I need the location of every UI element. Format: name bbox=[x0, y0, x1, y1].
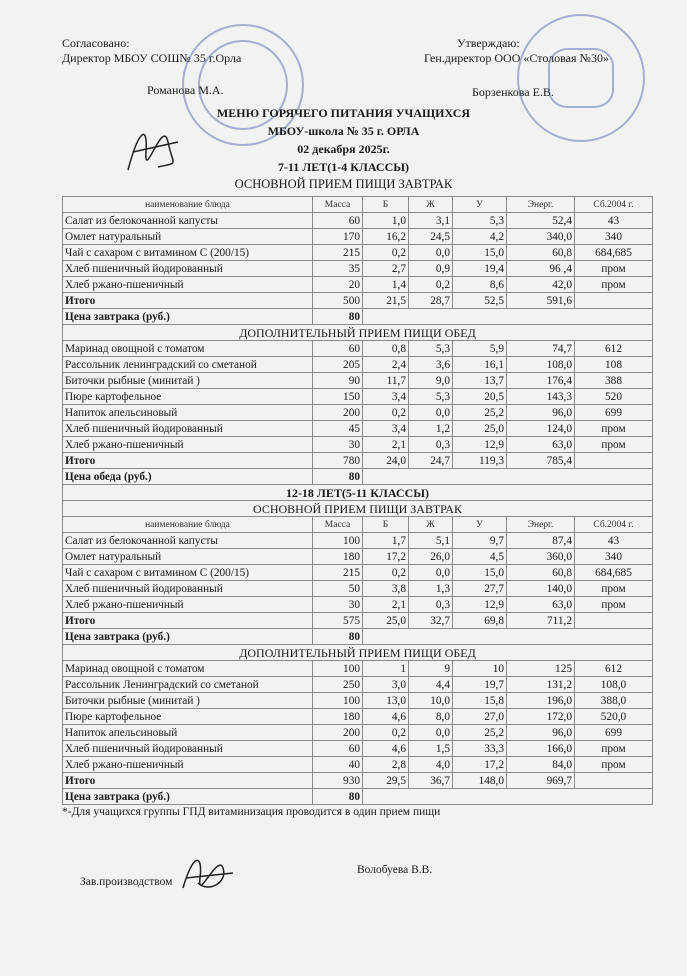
dish-value: 12,9 bbox=[453, 597, 507, 613]
dish-value: 90 bbox=[313, 373, 363, 389]
table-row bbox=[63, 437, 653, 453]
dish-value: 87,4 bbox=[507, 533, 575, 549]
dish-value: 3,4 bbox=[363, 421, 409, 437]
table-row bbox=[63, 565, 653, 581]
dish-value: 1,7 bbox=[363, 533, 409, 549]
dish-value: 340,0 bbox=[507, 229, 575, 245]
dish-name: Салат из белокочанной капусты bbox=[63, 533, 313, 549]
section2-lunch-title bbox=[63, 645, 653, 661]
dish-value: 150 bbox=[313, 389, 363, 405]
col-fat: Ж bbox=[409, 197, 453, 213]
dish-value: 4,6 bbox=[363, 709, 409, 725]
price-label: Цена обеда (руб.) bbox=[63, 469, 313, 485]
dish-name: Биточки рыбные (минитай ) bbox=[63, 373, 313, 389]
dish-value: 8,0 bbox=[409, 709, 453, 725]
price-label: Цена завтрака (руб.) bbox=[63, 309, 313, 325]
approval-left-position: Директор МБОУ СОШ№ 35 г.Орла bbox=[62, 51, 242, 65]
dish-value: 84,0 bbox=[507, 757, 575, 773]
col-recipe: Сб.2004 г. bbox=[575, 517, 653, 533]
dish-value: 124,0 bbox=[507, 421, 575, 437]
footnote: *-Для учащихся группы ГПД витаминизация проводится в один прием пищи bbox=[62, 806, 441, 818]
section2-breakfast-title bbox=[63, 501, 653, 517]
dish-name: Чай с сахаром с витамином С (200/15) bbox=[63, 565, 313, 581]
section1-breakfast-title: ОСНОВНОЙ ПРИЕМ ПИЩИ ЗАВТРАК bbox=[234, 177, 453, 191]
total-value: 785,4 bbox=[507, 453, 575, 469]
total-label: Итого bbox=[63, 613, 313, 629]
dish-name: Чай с сахаром с витамином С (200/15) bbox=[63, 245, 313, 261]
dish-value: 612 bbox=[575, 661, 653, 677]
dish-value: 108 bbox=[575, 357, 653, 373]
total-value: 930 bbox=[313, 773, 363, 789]
col-fat: Ж bbox=[409, 517, 453, 533]
dish-value: 0,2 bbox=[363, 565, 409, 581]
section1-lunch-title bbox=[63, 325, 653, 341]
approval-left-label: Согласовано: bbox=[62, 36, 130, 50]
dish-value: 2,7 bbox=[363, 261, 409, 277]
dish-value: 12,9 bbox=[453, 437, 507, 453]
table-row bbox=[63, 741, 653, 757]
table-row bbox=[63, 357, 653, 373]
total-value: 21,5 bbox=[363, 293, 409, 309]
dish-value: 143,3 bbox=[507, 389, 575, 405]
dish-value: 340 bbox=[575, 549, 653, 565]
dish-value: 19,4 bbox=[453, 261, 507, 277]
dish-value: пром bbox=[575, 277, 653, 293]
dish-name: Маринад овощной с томатом bbox=[63, 661, 313, 677]
table-row bbox=[63, 725, 653, 741]
table-row bbox=[63, 261, 653, 277]
dish-value: 16,2 bbox=[363, 229, 409, 245]
dish-name: Рассольник Ленинградский со сметаной bbox=[63, 677, 313, 693]
dish-value: пром bbox=[575, 741, 653, 757]
table-row bbox=[63, 677, 653, 693]
dish-value: 0,8 bbox=[363, 341, 409, 357]
dish-value: 180 bbox=[313, 549, 363, 565]
dish-value: 4,4 bbox=[409, 677, 453, 693]
dish-value: 26,0 bbox=[409, 549, 453, 565]
dish-value: 43 bbox=[575, 213, 653, 229]
dish-value: 16,1 bbox=[453, 357, 507, 373]
total-row bbox=[63, 293, 653, 309]
dish-value: 3,1 bbox=[409, 213, 453, 229]
total-value bbox=[575, 613, 653, 629]
dish-value: 45 bbox=[313, 421, 363, 437]
dish-value: 15,0 bbox=[453, 565, 507, 581]
dish-value: 60,8 bbox=[507, 245, 575, 261]
dish-value: 25,2 bbox=[453, 405, 507, 421]
dish-value: 0,0 bbox=[409, 405, 453, 421]
dish-value: 0,9 bbox=[409, 261, 453, 277]
dish-value: 10,0 bbox=[409, 693, 453, 709]
price-label: Цена завтрака (руб.) bbox=[63, 629, 313, 645]
total-row bbox=[63, 773, 653, 789]
price-empty bbox=[363, 789, 653, 805]
table-row bbox=[63, 693, 653, 709]
dish-value: 2,4 bbox=[363, 357, 409, 373]
dish-value: 100 bbox=[313, 693, 363, 709]
dish-value: 3,6 bbox=[409, 357, 453, 373]
dish-value: 1,4 bbox=[363, 277, 409, 293]
total-value: 591,6 bbox=[507, 293, 575, 309]
dish-value: пром bbox=[575, 261, 653, 277]
dish-value: 5,3 bbox=[409, 389, 453, 405]
dish-name: Хлеб пшеничный йодированный bbox=[63, 581, 313, 597]
price-value: 80 bbox=[313, 469, 363, 485]
total-row bbox=[63, 613, 653, 629]
dish-value: 63,0 bbox=[507, 597, 575, 613]
dish-value: 131,2 bbox=[507, 677, 575, 693]
total-value: 69,8 bbox=[453, 613, 507, 629]
dish-value: 612 bbox=[575, 341, 653, 357]
col-dish-name: наименование блюда bbox=[63, 517, 313, 533]
dish-value: 8,6 bbox=[453, 277, 507, 293]
dish-value: 4,2 bbox=[453, 229, 507, 245]
table-row bbox=[63, 213, 653, 229]
dish-value: 684,685 bbox=[575, 565, 653, 581]
production-manager-role: Зав.производством bbox=[80, 876, 173, 888]
dish-value: 699 bbox=[575, 725, 653, 741]
dish-value: 200 bbox=[313, 725, 363, 741]
table-row bbox=[63, 757, 653, 773]
total-value bbox=[575, 293, 653, 309]
total-label: Итого bbox=[63, 773, 313, 789]
table-row bbox=[63, 245, 653, 261]
total-value: 52,5 bbox=[453, 293, 507, 309]
age-group-2: 12-18 ЛЕТ(5-11 КЛАССЫ) bbox=[63, 485, 653, 501]
dish-value: 108,0 bbox=[507, 357, 575, 373]
dish-value: 27,0 bbox=[453, 709, 507, 725]
dish-value: 340 bbox=[575, 229, 653, 245]
dish-value: 19,7 bbox=[453, 677, 507, 693]
dish-value: 2,8 bbox=[363, 757, 409, 773]
dish-value: 360,0 bbox=[507, 549, 575, 565]
dish-value: 25,0 bbox=[453, 421, 507, 437]
table-row bbox=[63, 405, 653, 421]
dish-value: 3,8 bbox=[363, 581, 409, 597]
price-label: Цена завтрака (руб.) bbox=[63, 789, 313, 805]
price-row bbox=[63, 629, 653, 645]
dish-value: 50 bbox=[313, 581, 363, 597]
dish-value: пром bbox=[575, 757, 653, 773]
total-value: 711,2 bbox=[507, 613, 575, 629]
col-energy: Энерг. bbox=[507, 517, 575, 533]
col-energy: Энерг. bbox=[507, 197, 575, 213]
dish-value: 388,0 bbox=[575, 693, 653, 709]
dish-value: пром bbox=[575, 581, 653, 597]
dish-name: Хлеб пшеничный йодированный bbox=[63, 261, 313, 277]
dish-value: 96,0 bbox=[507, 405, 575, 421]
dish-value: пром bbox=[575, 437, 653, 453]
section2-column-header-row bbox=[63, 517, 653, 533]
menu-title: МЕНЮ ГОРЯЧЕГО ПИТАНИЯ УЧАЩИХСЯ bbox=[216, 106, 471, 120]
dish-value: 215 bbox=[313, 245, 363, 261]
col-protein: Б bbox=[363, 517, 409, 533]
dish-name: Напиток апельсиновый bbox=[63, 405, 313, 421]
dish-value: 3,4 bbox=[363, 389, 409, 405]
dish-value: 5,3 bbox=[409, 341, 453, 357]
dish-name: Хлеб пшеничный йодированный bbox=[63, 741, 313, 757]
total-value: 969,7 bbox=[507, 773, 575, 789]
dish-value: 1,0 bbox=[363, 213, 409, 229]
age-group-1: 7-11 ЛЕТ(1-4 КЛАССЫ) bbox=[277, 160, 410, 174]
dish-name: Напиток апельсиновый bbox=[63, 725, 313, 741]
price-value: 80 bbox=[313, 629, 363, 645]
dish-value: 172,0 bbox=[507, 709, 575, 725]
total-value: 575 bbox=[313, 613, 363, 629]
table-row bbox=[63, 277, 653, 293]
section1-lunch-title-cell: ДОПОЛНИТЕЛЬНЫЙ ПРИЕМ ПИЩИ ОБЕД bbox=[63, 325, 653, 341]
dish-value: 2,1 bbox=[363, 437, 409, 453]
approval-right-name: Борзенкова Е.В. bbox=[472, 85, 554, 99]
dish-value: 520 bbox=[575, 389, 653, 405]
dish-value: 5,1 bbox=[409, 533, 453, 549]
table-row bbox=[63, 373, 653, 389]
dish-value: 1,2 bbox=[409, 421, 453, 437]
dish-value: 0,3 bbox=[409, 437, 453, 453]
dish-value: 33,3 bbox=[453, 741, 507, 757]
dish-value: 0,0 bbox=[409, 565, 453, 581]
dish-name: Хлеб пшеничный йодированный bbox=[63, 421, 313, 437]
table-row bbox=[63, 389, 653, 405]
price-empty bbox=[363, 309, 653, 325]
total-value: 24,7 bbox=[409, 453, 453, 469]
dish-value: 699 bbox=[575, 405, 653, 421]
dish-value: 205 bbox=[313, 357, 363, 373]
dish-value: 20 bbox=[313, 277, 363, 293]
col-carbs: У bbox=[453, 517, 507, 533]
dish-value: 74,7 bbox=[507, 341, 575, 357]
dish-value: 4,0 bbox=[409, 757, 453, 773]
col-protein: Б bbox=[363, 197, 409, 213]
col-recipe: Сб.2004 г. bbox=[575, 197, 653, 213]
dish-value: 96 ,4 bbox=[507, 261, 575, 277]
approval-right-label: Утверждаю: bbox=[457, 36, 520, 50]
table-row bbox=[63, 229, 653, 245]
price-empty bbox=[363, 469, 653, 485]
section2-breakfast-title-cell: ОСНОВНОЙ ПРИЕМ ПИЩИ ЗАВТРАК bbox=[63, 501, 653, 517]
approval-right-position: Ген.директор ООО «Столовая №30» bbox=[424, 51, 609, 65]
dish-value: 250 bbox=[313, 677, 363, 693]
dish-value: 9 bbox=[409, 661, 453, 677]
total-label: Итого bbox=[63, 293, 313, 309]
price-value: 80 bbox=[313, 789, 363, 805]
table-row bbox=[63, 549, 653, 565]
total-value bbox=[575, 453, 653, 469]
dish-value: 11,7 bbox=[363, 373, 409, 389]
total-value: 119,3 bbox=[453, 453, 507, 469]
dish-value: 13,0 bbox=[363, 693, 409, 709]
dish-value: 196,0 bbox=[507, 693, 575, 709]
table-row bbox=[63, 533, 653, 549]
dish-value: 30 bbox=[313, 437, 363, 453]
dish-value: 0,2 bbox=[363, 405, 409, 421]
dish-value: 100 bbox=[313, 661, 363, 677]
dish-value: 60,8 bbox=[507, 565, 575, 581]
dish-value: 35 bbox=[313, 261, 363, 277]
signature-bottom bbox=[178, 848, 238, 898]
school-name: МБОУ-школа № 35 г. ОРЛА bbox=[267, 124, 420, 138]
dish-name: Пюре картофельное bbox=[63, 389, 313, 405]
dish-value: 4,5 bbox=[453, 549, 507, 565]
table-row bbox=[63, 341, 653, 357]
production-manager-name: Волобуева В.В. bbox=[357, 864, 433, 876]
dish-value: 140,0 bbox=[507, 581, 575, 597]
dish-value: 180 bbox=[313, 709, 363, 725]
dish-value: 684,685 bbox=[575, 245, 653, 261]
dish-name: Хлеб ржано-пшеничный bbox=[63, 437, 313, 453]
total-value: 24,0 bbox=[363, 453, 409, 469]
dish-value: 0,2 bbox=[363, 245, 409, 261]
dish-value: 30 bbox=[313, 597, 363, 613]
dish-name: Хлеб ржано-пшеничный bbox=[63, 597, 313, 613]
total-value bbox=[575, 773, 653, 789]
dish-value: 215 bbox=[313, 565, 363, 581]
dish-name: Пюре картофельное bbox=[63, 709, 313, 725]
dish-value: 13,7 bbox=[453, 373, 507, 389]
dish-name: Биточки рыбные (минитай ) bbox=[63, 693, 313, 709]
dish-name: Омлет натуральный bbox=[63, 229, 313, 245]
dish-name: Омлет натуральный bbox=[63, 549, 313, 565]
dish-value: 20,5 bbox=[453, 389, 507, 405]
dish-value: 0,2 bbox=[363, 725, 409, 741]
dish-value: 9,7 bbox=[453, 533, 507, 549]
dish-value: 0,2 bbox=[409, 277, 453, 293]
dish-value: 63,0 bbox=[507, 437, 575, 453]
total-value: 780 bbox=[313, 453, 363, 469]
dish-value: 60 bbox=[313, 341, 363, 357]
dish-value: 5,3 bbox=[453, 213, 507, 229]
dish-value: 25,2 bbox=[453, 725, 507, 741]
menu-table bbox=[62, 196, 652, 805]
total-value: 36,7 bbox=[409, 773, 453, 789]
dish-value: 3,0 bbox=[363, 677, 409, 693]
dish-value: 24,5 bbox=[409, 229, 453, 245]
dish-value: 0,0 bbox=[409, 245, 453, 261]
dish-name: Салат из белокочанной капусты bbox=[63, 213, 313, 229]
dish-value: 4,6 bbox=[363, 741, 409, 757]
price-row bbox=[63, 469, 653, 485]
dish-value: 166,0 bbox=[507, 741, 575, 757]
total-value: 28,7 bbox=[409, 293, 453, 309]
table-row bbox=[63, 597, 653, 613]
total-value: 32,7 bbox=[409, 613, 453, 629]
age-group-row bbox=[63, 485, 653, 501]
dish-value: 96,0 bbox=[507, 725, 575, 741]
dish-name: Маринад овощной с томатом bbox=[63, 341, 313, 357]
dish-value: 2,1 bbox=[363, 597, 409, 613]
dish-name: Рассольник ленинградский со сметаной bbox=[63, 357, 313, 373]
total-value: 25,0 bbox=[363, 613, 409, 629]
dish-value: 176,4 bbox=[507, 373, 575, 389]
dish-value: пром bbox=[575, 421, 653, 437]
dish-value: 43 bbox=[575, 533, 653, 549]
dish-value: 15,0 bbox=[453, 245, 507, 261]
col-mass: Масса bbox=[313, 197, 363, 213]
table-row bbox=[63, 709, 653, 725]
price-row bbox=[63, 789, 653, 805]
dish-value: 0,0 bbox=[409, 725, 453, 741]
dish-value: 200 bbox=[313, 405, 363, 421]
dish-value: 10 bbox=[453, 661, 507, 677]
dish-value: 0,3 bbox=[409, 597, 453, 613]
dish-value: 170 bbox=[313, 229, 363, 245]
col-carbs: У bbox=[453, 197, 507, 213]
price-empty bbox=[363, 629, 653, 645]
approval-left-name: Романова М.А. bbox=[147, 83, 224, 97]
menu-date: 02 декабря 2025г. bbox=[297, 142, 390, 156]
dish-value: 42,0 bbox=[507, 277, 575, 293]
price-row bbox=[63, 309, 653, 325]
dish-value: 108,0 bbox=[575, 677, 653, 693]
total-value: 29,5 bbox=[363, 773, 409, 789]
dish-value: 40 bbox=[313, 757, 363, 773]
dish-value: 125 bbox=[507, 661, 575, 677]
dish-value: 1 bbox=[363, 661, 409, 677]
price-value: 80 bbox=[313, 309, 363, 325]
col-mass: Масса bbox=[313, 517, 363, 533]
table-row bbox=[63, 661, 653, 677]
dish-value: 17,2 bbox=[453, 757, 507, 773]
dish-value: 27,7 bbox=[453, 581, 507, 597]
dish-value: 60 bbox=[313, 213, 363, 229]
dish-value: 17,2 bbox=[363, 549, 409, 565]
dish-value: 100 bbox=[313, 533, 363, 549]
dish-value: 1,5 bbox=[409, 741, 453, 757]
dish-name: Хлеб ржано-пшеничный bbox=[63, 757, 313, 773]
table-row bbox=[63, 581, 653, 597]
total-row bbox=[63, 453, 653, 469]
total-value: 500 bbox=[313, 293, 363, 309]
section1-column-header-row bbox=[63, 197, 653, 213]
company-stamp-inner bbox=[548, 48, 614, 108]
dish-value: 5,9 bbox=[453, 341, 507, 357]
dish-value: пром bbox=[575, 597, 653, 613]
total-value: 148,0 bbox=[453, 773, 507, 789]
dish-value: 52,4 bbox=[507, 213, 575, 229]
dish-value: 60 bbox=[313, 741, 363, 757]
total-label: Итого bbox=[63, 453, 313, 469]
dish-value: 520,0 bbox=[575, 709, 653, 725]
dish-value: 388 bbox=[575, 373, 653, 389]
section2-lunch-title-cell: ДОПОЛНИТЕЛЬНЫЙ ПРИЕМ ПИЩИ ОБЕД bbox=[63, 645, 653, 661]
dish-value: 1,3 bbox=[409, 581, 453, 597]
table-row bbox=[63, 421, 653, 437]
dish-name: Хлеб ржано-пшеничный bbox=[63, 277, 313, 293]
dish-value: 9,0 bbox=[409, 373, 453, 389]
dish-value: 15,8 bbox=[453, 693, 507, 709]
col-dish-name: наименование блюда bbox=[63, 197, 313, 213]
